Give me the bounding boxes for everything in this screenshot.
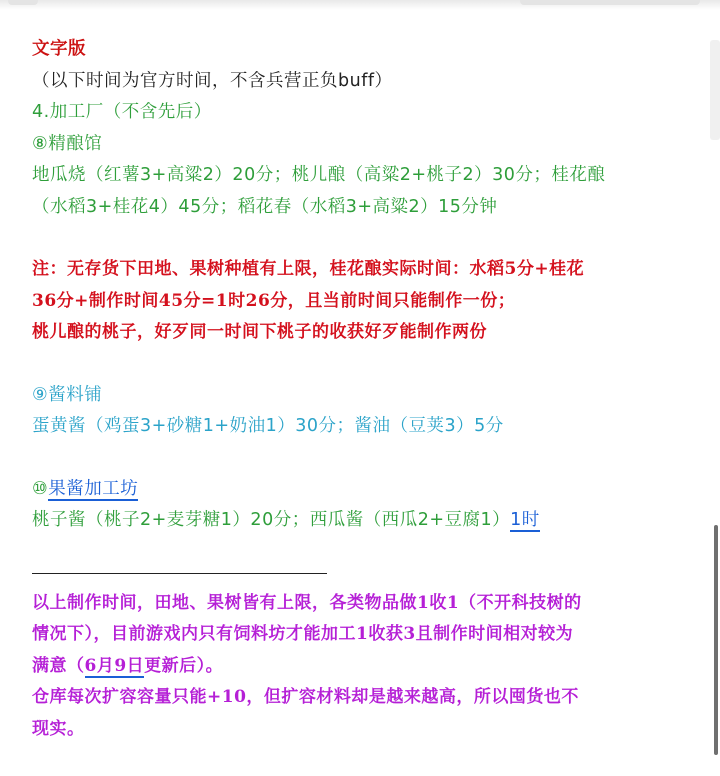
shop-10-recipes-text: 桃子酱（桃子2+麦芽糖1）20分；西瓜酱（西瓜2+豆腐1） (32, 510, 511, 530)
shop-9-recipes: 蛋黄酱（鸡蛋3+砂糖1+奶油1）30分；酱油（豆荚3）5分 (32, 416, 504, 436)
warning-line-3: 桃儿酿的桃子，好歹同一时间下桃子的收获好歹能制作两份 (32, 322, 487, 342)
divider-line (32, 573, 327, 574)
time-note: （以下时间为官方时间，不含兵营正负buff） (32, 70, 393, 91)
top-nub-right (520, 0, 700, 5)
shop-8-recipes-line-2: （水稻3+桂花4）45分；稻花春（水稻3+高粱2）15分钟 (32, 196, 498, 217)
side-panel-edge (710, 40, 720, 140)
summary-line-3-end: 更新后）。 (144, 655, 224, 676)
shop-10-recipes (32, 505, 697, 537)
summary-line-3 (32, 651, 697, 683)
shop-9-name: ⑨酱料铺 (32, 384, 103, 405)
shop-8-name: ⑧精酿馆 (32, 133, 103, 154)
document-body (32, 34, 697, 745)
summary-line-3-start: 满意（ (32, 655, 85, 676)
document-heading: 文字版 (32, 39, 86, 59)
summary-line-5: 现实。 (32, 718, 85, 739)
scrollbar-thumb[interactable] (714, 525, 718, 755)
section-4-heading: 4.加工厂（不含先后） (32, 102, 212, 122)
shop-8-recipes-line-1: 地瓜烧（红薯3+高粱2）20分；桃儿酿（高粱2+桃子2）30分；桂花酿 (32, 165, 606, 185)
top-nub-left (8, 0, 38, 5)
summary-line-2: 情况下），目前游戏内只有饲料坊才能加工1收获3且制作时间相对较为 (32, 624, 574, 644)
top-shadow-bar (0, 0, 720, 10)
shop-10-heading (32, 474, 697, 506)
shop-10-number: ⑩ (32, 478, 49, 499)
warning-line-1: 注：无存货下田地、果树种植有上限，桂花酿实际时间：水稻5分+桂花 (32, 259, 585, 279)
shop-10-link[interactable]: 果酱加工坊 (48, 478, 139, 499)
shop-10-time-link[interactable]: 1时 (510, 510, 540, 530)
summary-line-1: 以上制作时间，田地、果树皆有上限，各类物品做1收1（不开科技树的 (32, 592, 582, 613)
summary-line-4: 仓库每次扩容容量只能+10，但扩容材料却是越来越高，所以囤货也不 (32, 687, 579, 707)
warning-line-2: 36分+制作时间45分=1时26分，且当前时间只能制作一份； (32, 290, 516, 311)
update-date: 6月9日 (84, 655, 145, 676)
